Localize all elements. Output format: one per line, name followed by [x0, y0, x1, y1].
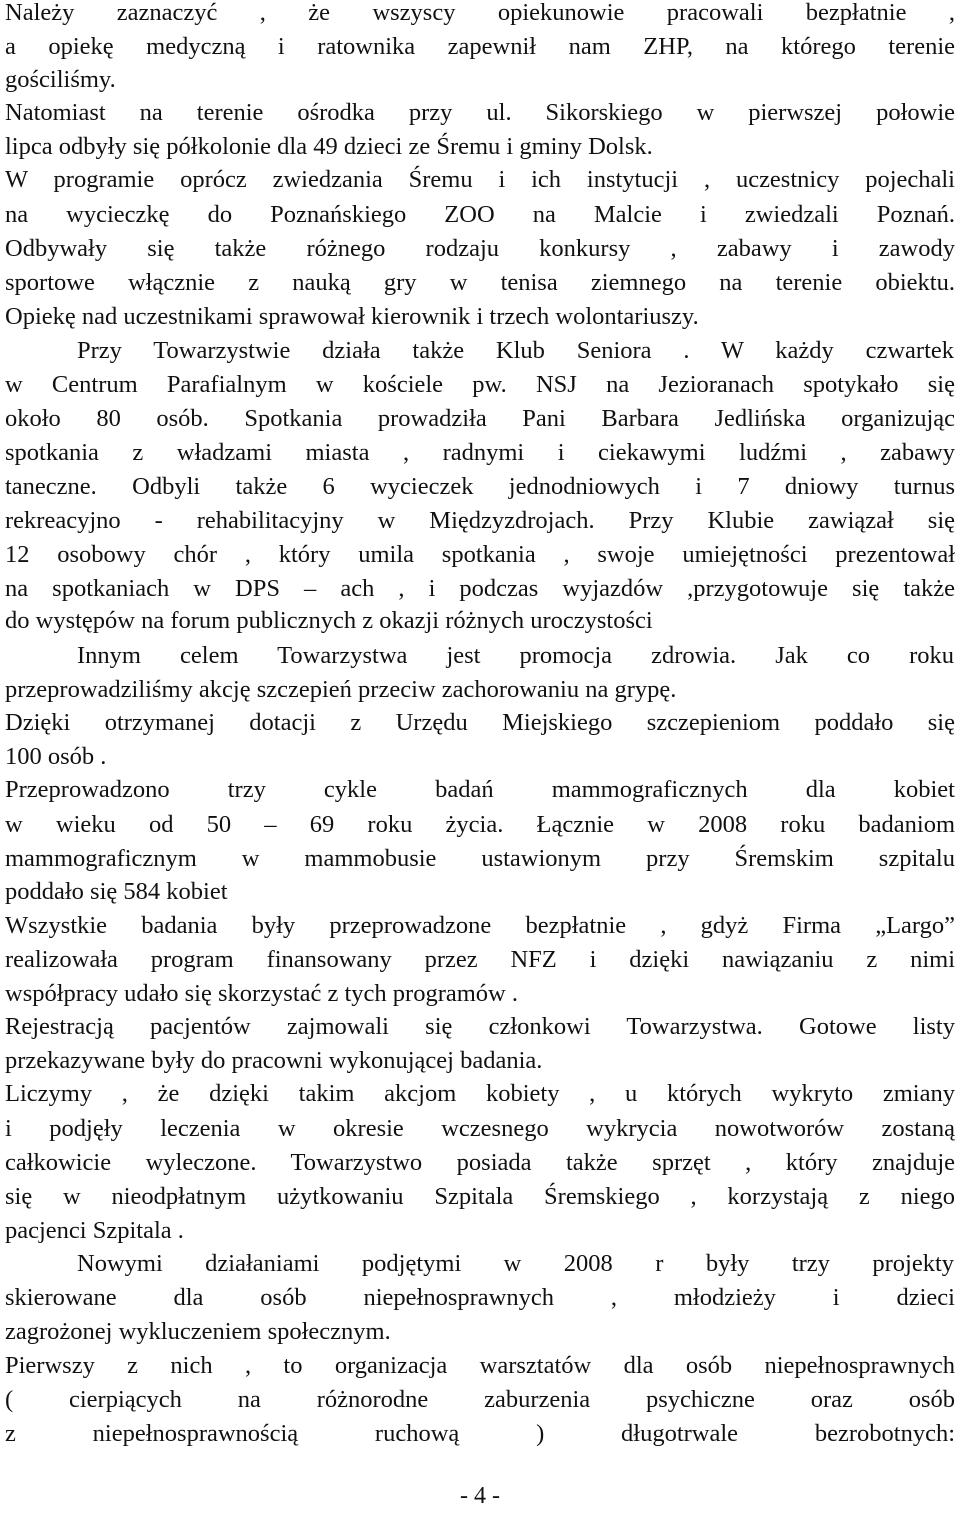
text-line: spotkania z władzami miasta , radnymi i ciekawymi ludźmi , zabawy: [5, 439, 955, 466]
text-line: skierowane dla osób niepełnosprawnych , młodzieży i dzieci: [5, 1284, 955, 1311]
text-line: i podjęły leczenia w okresie wczesnego wykrycia nowotworów zostaną: [5, 1115, 955, 1142]
text-line: całkowicie wyleczone. Towarzystwo posiada także sprzęt , który znajduje: [5, 1149, 955, 1176]
text-line: Należy zaznaczyć , że wszyscy opiekunowie pracowali bezpłatnie ,: [5, 0, 955, 26]
text-line: w wieku od 50 – 69 roku życia. Łącznie w 2008 roku badaniom: [5, 811, 955, 838]
text-line: lipca odbyły się półkolonie dla 49 dzieci ze Śremu i gminy Dolsk.: [5, 133, 653, 160]
text-line: Rejestracją pacjentów zajmowali się członkowi Towarzystwa. Gotowe listy: [5, 1013, 955, 1040]
text-line: zagrożonej wykluczeniem społecznym.: [5, 1318, 391, 1345]
text-line: do występów na forum publicznych z okazji różnych uroczystości: [5, 607, 653, 634]
text-line: Innym celem Towarzystwa jest promocja zdrowia. Jak co roku: [77, 642, 954, 669]
text-line: a opiekę medyczną i ratownika zapewnił nam ZHP, na którego terenie: [5, 33, 955, 60]
text-line: współpracy udało się skorzystać z tych programów .: [5, 980, 518, 1007]
text-line: pacjenci Szpitala .: [5, 1217, 184, 1244]
text-line: 12 osobowy chór , który umila spotkania , swoje umiejętności prezentował: [5, 541, 955, 568]
text-line: mammograficznym w mammobusie ustawionym przy Śremskim szpitalu: [5, 845, 955, 872]
text-line: taneczne. Odbyli także 6 wycieczek jednodniowych i 7 dniowy turnus: [5, 473, 955, 500]
text-line: 100 osób .: [5, 743, 107, 770]
text-line: około 80 osób. Spotkania prowadziła Pani Barbara Jedlińska organizując: [5, 405, 955, 432]
text-line: na wycieczkę do Poznańskiego ZOO na Malcie i zwiedzali Poznań.: [5, 201, 955, 228]
text-line: Liczymy , że dzięki takim akcjom kobiety , u których wykryto zmiany: [5, 1080, 955, 1107]
text-line: Nowymi działaniami podjętymi w 2008 r były trzy projekty: [77, 1250, 954, 1277]
text-line: w Centrum Parafialnym w kościele pw. NSJ na Jezioranach spotykało się: [5, 371, 955, 398]
text-line: z niepełnosprawnością ruchową ) długotrwale bezrobotnych:: [5, 1420, 955, 1447]
text-line: Dzięki otrzymanej dotacji z Urzędu Miejskiego szczepieniom poddało się: [5, 709, 955, 736]
text-line: na spotkaniach w DPS – ach , i podczas wyjazdów ,przygotowuje się także: [5, 575, 955, 602]
text-line: przekazywane były do pracowni wykonującej badania.: [5, 1047, 543, 1074]
text-line: Wszystkie badania były przeprowadzone bezpłatnie , gdyż Firma „Largo”: [5, 912, 955, 939]
text-line: realizowała program finansowany przez NFZ i dzięki nawiązaniu z nimi: [5, 946, 955, 973]
page-number: - 4 -: [460, 1483, 500, 1509]
text-line: Przeprowadzono trzy cykle badań mammograficznych dla kobiet: [5, 776, 955, 803]
text-line: Pierwszy z nich , to organizacja warsztatów dla osób niepełnosprawnych: [5, 1352, 955, 1379]
text-line: się w nieodpłatnym użytkowaniu Szpitala Śremskiego , korzystają z niego: [5, 1183, 955, 1210]
text-line: Opiekę nad uczestnikami sprawował kierownik i trzech wolontariuszy.: [5, 303, 699, 330]
text-line: poddało się 584 kobiet: [5, 878, 228, 905]
text-line: Przy Towarzystwie działa także Klub Seniora . W każdy czwartek: [77, 337, 954, 364]
text-line: rekreacyjno - rehabilitacyjny w Międzyzdrojach. Przy Klubie zawiązał się: [5, 507, 955, 534]
text-line: sportowe włącznie z nauką gry w tenisa ziemnego na terenie obiektu.: [5, 269, 955, 296]
text-line: ( cierpiących na różnorodne zaburzenia psychiczne oraz osób: [5, 1386, 955, 1413]
text-line: przeprowadziliśmy akcję szczepień przeciw zachorowaniu na grypę.: [5, 676, 677, 703]
text-line: Natomiast na terenie ośrodka przy ul. Sikorskiego w pierwszej połowie: [5, 99, 955, 126]
text-line: Odbywały się także różnego rodzaju konkursy , zabawy i zawody: [5, 235, 955, 262]
text-line: gościliśmy.: [5, 66, 116, 93]
text-line: W programie oprócz zwiedzania Śremu i ich instytucji , uczestnicy pojechali: [5, 166, 955, 193]
